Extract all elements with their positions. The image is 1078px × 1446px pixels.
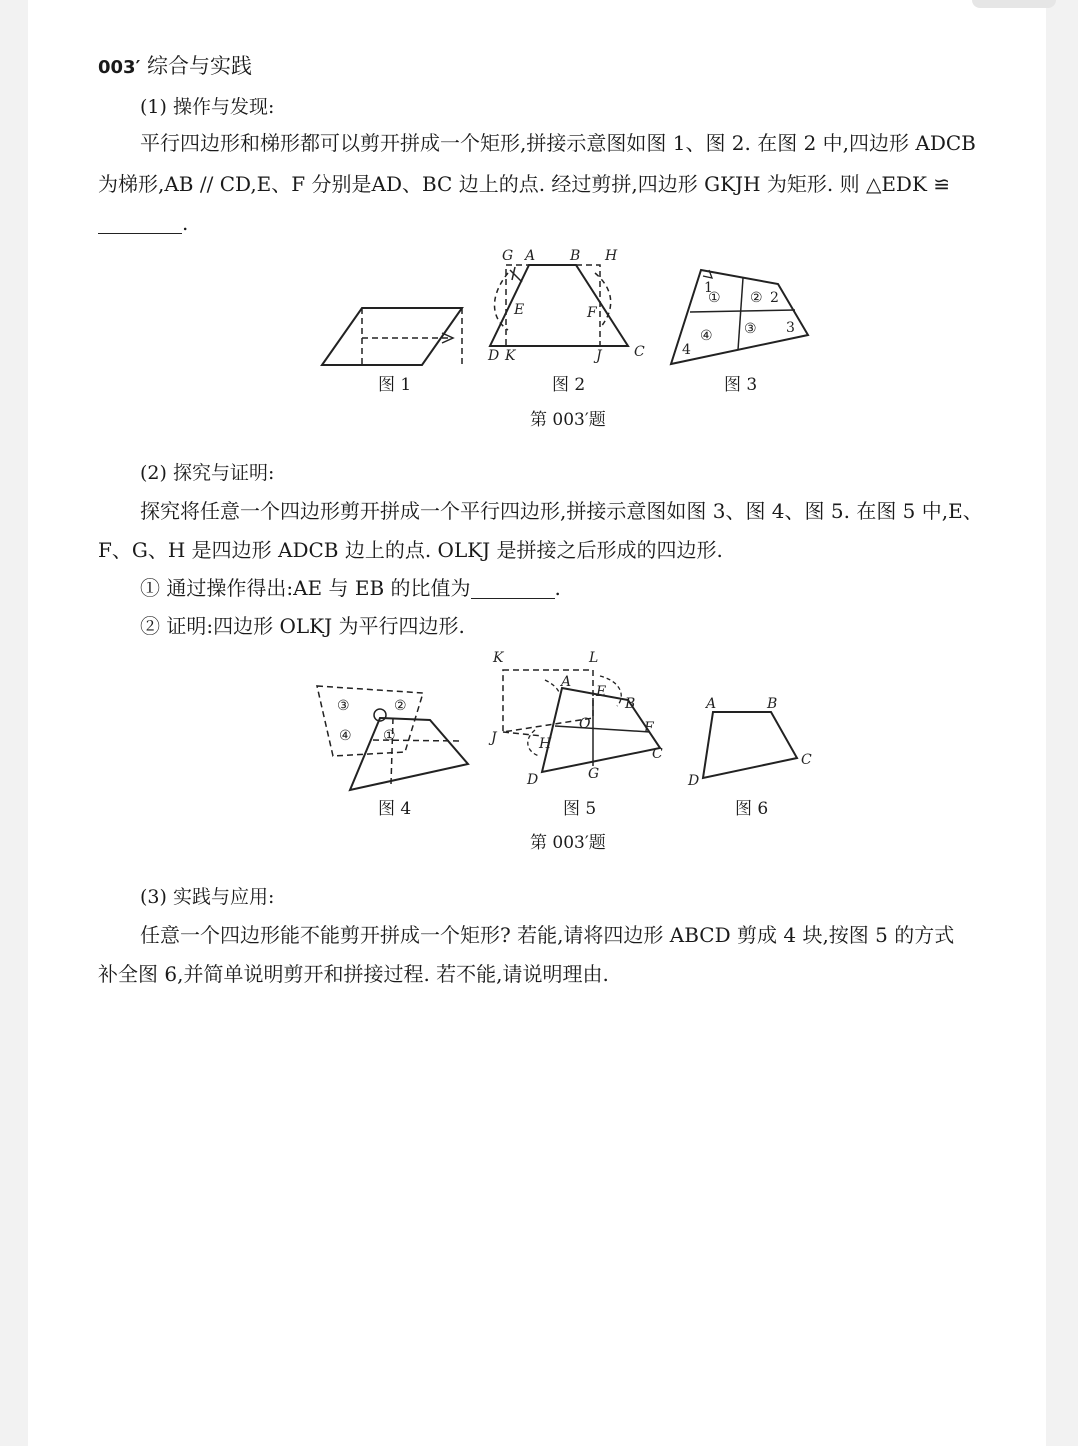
problem-title — [98, 52, 252, 82]
answer-blank-1[interactable] — [98, 213, 182, 234]
svg-text:1: 1 — [704, 280, 713, 296]
part2-line1: 探究将任意一个四边形剪开拼成一个平行四边形,拼接示意图如图 3、图 4、图 5. 在图 5 中,E、 — [140, 499, 983, 523]
svg-text:D: D — [688, 773, 700, 789]
part3-line1: 任意一个四边形能不能剪开拼成一个矩形? 若能,请将四边形 ABCD 剪成 4 块,按图 5 的方式 — [140, 923, 955, 947]
svg-text:A: A — [561, 674, 572, 690]
svg-text:③: ③ — [337, 698, 350, 714]
part2-heading: (2) 探究与证明: — [140, 462, 275, 484]
svg-text:②: ② — [394, 698, 407, 714]
svg-text:E: E — [596, 684, 607, 700]
svg-text:D: D — [527, 772, 539, 788]
fig1-caption: 图 1 — [378, 375, 412, 395]
svg-text:①: ① — [383, 728, 396, 744]
svg-text:B: B — [767, 696, 778, 712]
part2-line2: F、G、H 是四边形 ADCB 边上的点. OLKJ 是拼接之后形成的四边形. — [98, 538, 723, 562]
problem-title-text: 综合与实践 — [147, 54, 253, 78]
figure-3 — [671, 270, 808, 364]
part1-line1: 平行四边形和梯形都可以剪开拼成一个矩形,拼接示意图如图 1、图 2. 在图 2 中,四边形 ADCB — [140, 131, 976, 155]
svg-text:B: B — [625, 696, 636, 712]
part3-line2: 补全图 6,并简单说明剪开和拼接过程. 若不能,请说明理由. — [98, 962, 609, 986]
problem-number: 003′ — [98, 57, 141, 78]
part1-line3: . — [98, 209, 188, 237]
svg-text:L: L — [589, 650, 599, 666]
svg-text:H: H — [539, 736, 552, 752]
fig6-caption: 图 6 — [735, 799, 769, 819]
figures-1-3 — [310, 240, 820, 390]
svg-text:2: 2 — [770, 290, 779, 306]
figure-1 — [322, 308, 462, 365]
svg-text:K: K — [493, 650, 504, 666]
fig3-caption: 图 3 — [724, 375, 758, 395]
svg-text:C: C — [801, 752, 812, 768]
fig2-caption: 图 2 — [552, 375, 586, 395]
part1-line2: 为梯形,AB // CD,E、F 分别是AD、BC 边上的点. 经过剪拼,四边形 GKJH 为矩形. 则 △EDK ≌ — [98, 172, 951, 196]
part3-heading: (3) 实践与应用: — [140, 886, 275, 908]
figure-6-labels — [687, 696, 812, 789]
svg-text:G: G — [588, 766, 600, 782]
figures-4-6 — [305, 648, 825, 798]
fig5-caption: 图 5 — [563, 799, 597, 819]
svg-text:K: K — [505, 348, 516, 364]
svg-text:④: ④ — [700, 328, 713, 344]
question-2: ② 证明:四边形 OLKJ 为平行四边形. — [140, 614, 465, 638]
svg-text:J: J — [491, 730, 497, 746]
figure-group-caption-1: 第 003′题 — [530, 410, 606, 430]
svg-text:H: H — [605, 248, 618, 264]
svg-text:C: C — [634, 344, 645, 360]
svg-text:G: G — [502, 248, 514, 264]
svg-text:F: F — [644, 720, 654, 736]
svg-text:A: A — [706, 696, 717, 712]
svg-text:4: 4 — [682, 342, 691, 358]
window-corner — [972, 0, 1056, 8]
svg-text:F: F — [587, 305, 597, 321]
figure-2 — [490, 265, 628, 346]
svg-text:B: B — [570, 248, 581, 264]
figure-6 — [703, 712, 797, 778]
fig4-caption: 图 4 — [378, 799, 412, 819]
svg-text:③: ③ — [744, 321, 757, 337]
svg-text:A: A — [525, 248, 536, 264]
question-1: ① 通过操作得出:AE 与 EB 的比值为 . — [140, 576, 561, 600]
svg-text:D: D — [488, 348, 500, 364]
answer-blank-2[interactable] — [471, 578, 555, 599]
svg-text:3: 3 — [786, 320, 795, 336]
svg-text:①: ① — [708, 290, 721, 306]
svg-text:E: E — [514, 302, 525, 318]
svg-text:C: C — [652, 746, 663, 762]
svg-text:O: O — [579, 716, 591, 732]
part1-heading: (1) 操作与发现: — [140, 96, 275, 118]
svg-text:J: J — [596, 348, 602, 364]
svg-text:④: ④ — [339, 728, 352, 744]
svg-text:②: ② — [750, 290, 763, 306]
figure-group-caption-2: 第 003′题 — [530, 833, 606, 853]
